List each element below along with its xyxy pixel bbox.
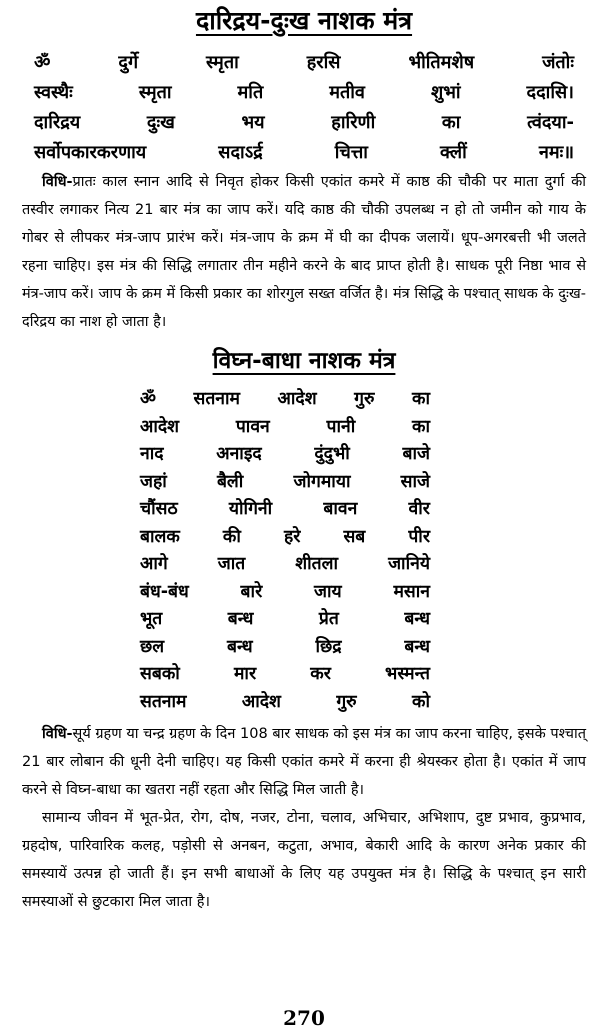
mantra-word: योगिनी	[228, 499, 273, 519]
mantra-word: साजे	[400, 471, 430, 492]
mantra-word: दुंदुभी	[314, 444, 350, 464]
mantra-word: बन्ध	[226, 636, 253, 657]
mantra-line	[140, 551, 430, 579]
mantra-line: स्वस्थैः स्मृता मति मतीव शुभां ददासि।	[34, 82, 574, 103]
mantra-line	[140, 661, 430, 689]
mantra-word: सब	[343, 526, 366, 547]
mantra-word: पावन	[235, 416, 270, 437]
mantra-line	[140, 414, 430, 442]
mantra-word: का	[412, 416, 430, 437]
mantra-word: चौंसठ	[140, 499, 178, 519]
vidhi-label: विधि-	[42, 174, 73, 190]
mantra-word: की	[222, 526, 241, 547]
mantra-word: भूत	[140, 609, 163, 629]
mantra-line	[140, 634, 430, 662]
mantra-word: गुरु	[354, 389, 375, 409]
mantra-word: का	[412, 389, 430, 409]
mantra-word: बालक	[140, 526, 180, 547]
mantra-word: मार	[233, 664, 257, 684]
mantra-word: प्रेत	[318, 609, 339, 629]
mantra-line	[140, 386, 430, 414]
book-page	[22, 4, 586, 1030]
mantra-word: बन्ध	[404, 636, 430, 657]
mantra-daridrya	[22, 48, 586, 168]
mantra-word: बंध-बंध	[140, 581, 189, 602]
mantra-word: आदेश	[140, 416, 180, 437]
mantra-line	[140, 689, 430, 717]
mantra-word: नाद	[140, 444, 164, 464]
mantra-word: सबको	[140, 664, 180, 684]
mantra-line	[140, 606, 430, 634]
mantra-word: छल	[140, 636, 165, 657]
mantra-word: सतनाम	[140, 691, 187, 712]
mantra-word: हरे	[283, 526, 301, 547]
mantra-word: जानिये	[388, 554, 430, 574]
mantra-vighna	[22, 386, 430, 716]
section-title-vighna: विघ्न-बाधा नाशक मंत्र	[212, 348, 396, 374]
mantra-word: बारे	[240, 581, 263, 602]
mantra-word: बन्ध	[404, 609, 430, 629]
mantra-line: दारिद्रय दुःख भय हारिणी का त्वंदया-	[34, 112, 574, 133]
mantra-line	[140, 469, 430, 497]
mantra-word: कर	[310, 664, 331, 684]
mantra-word: सतनाम	[193, 389, 241, 409]
mantra-word: अनाइद	[216, 444, 262, 464]
mantra-word: जाय	[314, 581, 342, 602]
mantra-word: ॐ	[140, 389, 156, 409]
mantra-word: बावन	[323, 499, 358, 519]
mantra-word: पानी	[326, 416, 356, 437]
mantra-word: छिद्र	[315, 636, 342, 657]
mantra-word: जात	[217, 554, 246, 574]
paragraph-3: सामान्य जीवन में भूत-प्रेत, रोग, दोष, नजर, टोना, चलाव, अभिचार, अभिशाप, दुष्ट प्रभाव, कुप्रभाव, ग्रहदोष, पारिवारिक कलह, पड़ोसी से अनबन, कटुता, अभाव, बेकारी आदि के कारण अनेक प्रकार की समस्यायें उत्पन्न हो जाती हैं। इन सभी बाधाओं के लिए यह उपयुक्त मंत्र है। सिद्धि के पश्चात् इन सारी समस्याओं से छुटकारा मिल जाता है।	[22, 810, 586, 910]
mantra-word: पीर	[408, 526, 430, 547]
mantra-word: आदेश	[241, 691, 281, 712]
mantra-word: को	[412, 691, 430, 712]
mantra-word: बाजे	[402, 444, 430, 464]
mantra-word: बन्ध	[227, 609, 254, 629]
mantra-word: आदेश	[277, 389, 317, 409]
page-number: 270	[283, 1006, 325, 1030]
mantra-line: ॐ दुर्गे स्मृता हरसि भीतिमशेष जंतोः	[34, 52, 574, 73]
mantra-word: गुरु	[336, 691, 357, 712]
vidhi-paragraph-1	[22, 168, 586, 336]
mantra-line	[140, 441, 430, 469]
mantra-word: बैली	[216, 471, 244, 492]
mantra-line	[140, 524, 430, 552]
mantra-line	[140, 579, 430, 607]
vidhi-text: प्रातः काल स्नान आदि से निवृत होकर किसी एकांत कमरे में काष्ठ की चौकी पर माता दुर्गा की तस्वीर लगाकर नित्य 21 बार मंत्र का जाप करें। यदि काष्ठ की चौकी उपलब्ध न हो तो जमीन को गाय के गोबर से लीपकर मंत्र-जाप प्रारंभ करें। मंत्र-जाप के क्रम में घी का दीपक जलायें। धूप-अगरबत्ती भी जलते रहना चाहिए। इस मंत्र की सिद्धि लगातार तीन महीने करने के बाद प्राप्त होती है। साधक पूरी निष्ठा भाव से मंत्र-जाप करें। जाप के क्रम में किसी प्रकार का शोरगुल सख्त वर्जित है। मंत्र सिद्धि के पश्चात् साधक के दुःख-दरिद्रय का नाश हो जाता है।	[22, 174, 586, 330]
mantra-word: मसान	[393, 581, 430, 602]
vidhi-paragraph-2	[22, 720, 586, 804]
mantra-line	[140, 496, 430, 524]
vidhi-label: विधि-	[42, 726, 73, 742]
section-title-daridrya: दारिद्रय-दुःख नाशक मंत्र	[195, 6, 413, 35]
mantra-word: वीर	[408, 499, 430, 519]
mantra-word: भस्मन्त	[385, 664, 430, 684]
mantra-word: आगे	[140, 554, 168, 574]
vidhi-text: सूर्य ग्रहण या चन्द्र ग्रहण के दिन 108 बार साधक को इस मंत्र का जाप करना चाहिए, इसके पश्चात् 21 बार लोबान की धूनी देनी चाहिए। यह किसी एकांत कमरे में करना ही श्रेयस्कर होता है। एकांत में जाप करने से विघ्न-बाधा का खतरा नहीं रहता और सिद्धि मिल जाती है।	[22, 726, 586, 798]
mantra-word: जहां	[140, 471, 167, 492]
mantra-word: जोगमाया	[293, 471, 351, 492]
mantra-word: शीतला	[295, 554, 339, 574]
mantra-line: सर्वोपकारकरणाय सदाऽर्द्र चित्ता क्लीं नमः॥	[34, 142, 574, 163]
